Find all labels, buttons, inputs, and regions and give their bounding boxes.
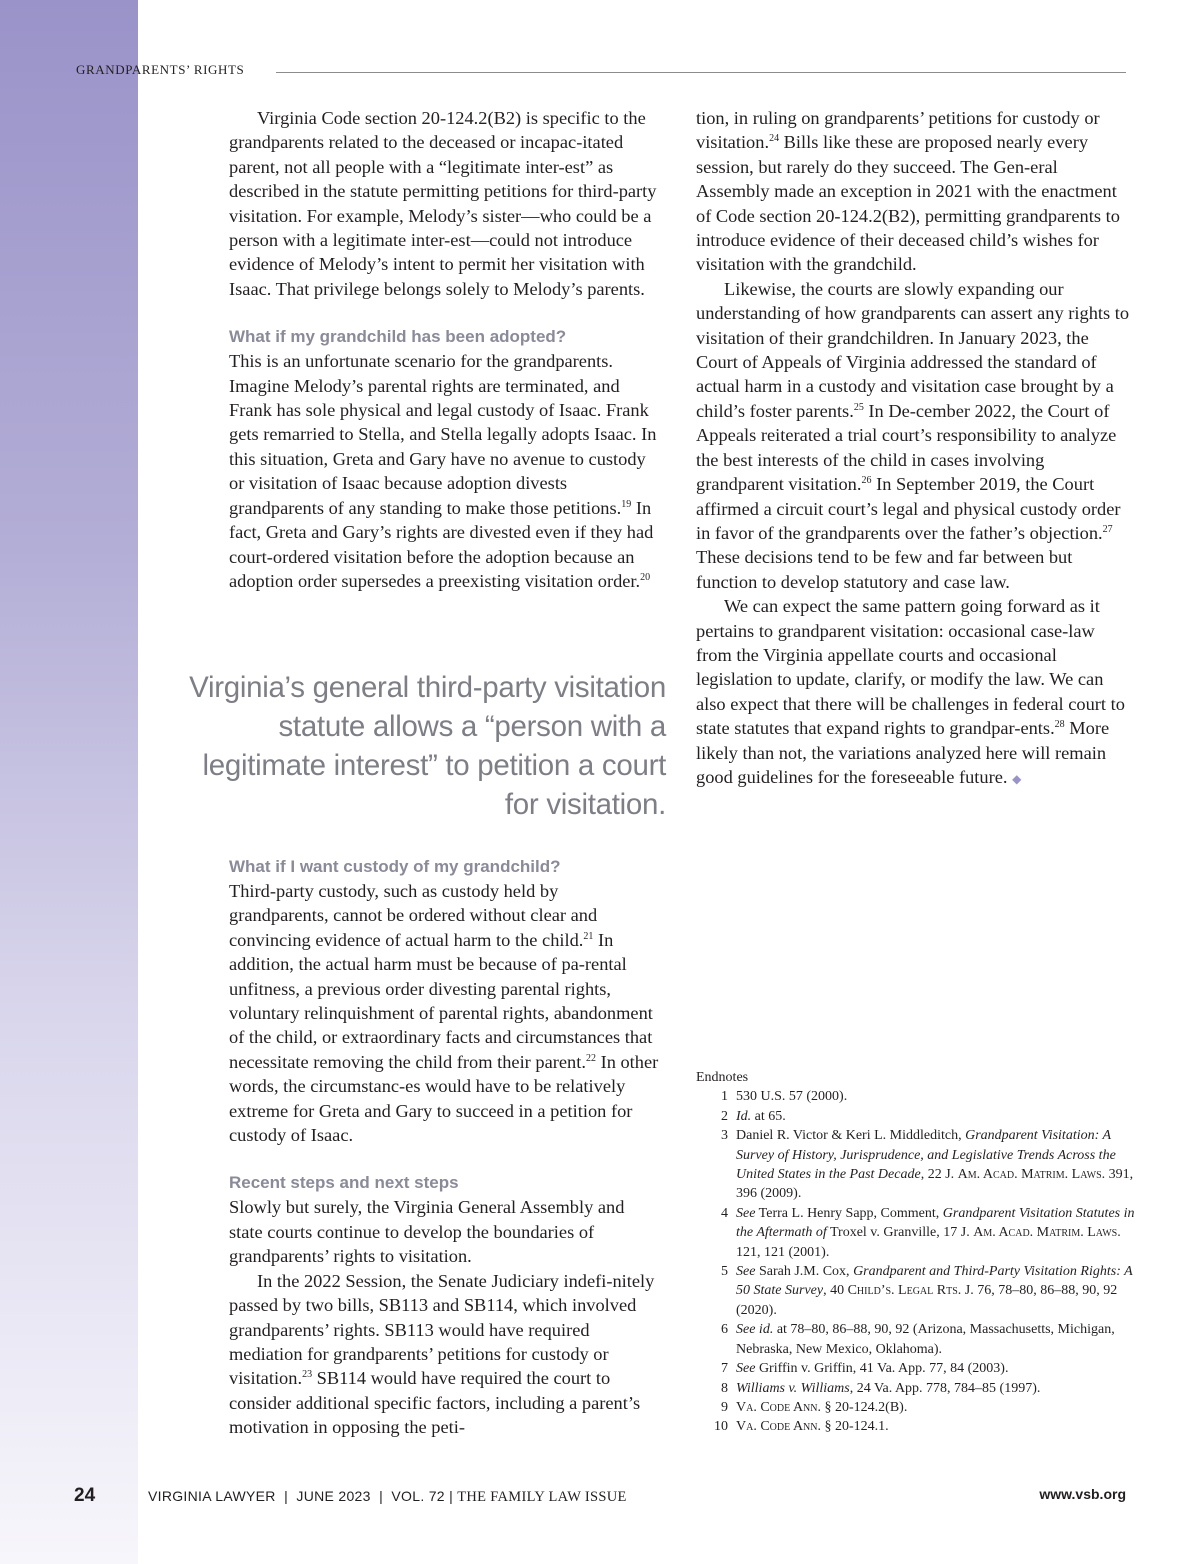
footnote-ref: 22 — [585, 1052, 596, 1064]
pull-quote: Virginia’s general third-party visitation statute allows a “person with a legitimate interest” to petition a court for visitation. — [189, 671, 666, 821]
footer-date: JUNE 2023 — [296, 1488, 371, 1504]
endnote-item: 4 See Terra L. Henry Sapp, Comment, Grandparent Visitation Statutes in the Aftermath of Troxel v. Granville, 17 J. Am. Acad. Matrim. Laws. 121, 121 (2001). — [721, 1205, 1135, 1260]
endnote-item: 10 Va. Code Ann. § 20-124.1. — [714, 1419, 889, 1435]
paragraph: Slowly but surely, the Virginia General Assembly and state courts continue to develop the boundaries of grandparents’ rights to visitation. — [229, 1197, 625, 1267]
paragraph: Virginia Code section 20-124.2(B2) is specific to the grandparents related to the deceased or incapac-itated parent, not all people with a “legitimate inter-est” as described in the statute permitting petitions for third-party visitation. For example, Melody’s sister—who could be a person with a legitimate inter-est—could not introduce evidence of Melody’s intent to permit her visitation with Isaac. That privilege belongs solely to Melody’s parents. — [229, 108, 657, 299]
endnote-item: 3 Daniel R. Victor & Keri L. Middleditch, Grandparent Visitation: A Survey of History, Jurisprudence, and Legislative Trends Across the United States in the Past Decade, 22 J. Am. Acad. Matrim. Laws. 391, 396 (2009). — [721, 1128, 1134, 1202]
endnotes — [696, 1068, 1136, 1437]
endnote-item: 9 Va. Code Ann. § 20-124.2(B). — [721, 1399, 908, 1415]
paragraph: Third-party custody, such as custody held by grandparents, cannot be ordered without clear and convincing evidence of actual harm to the child.$^{21}$ In addition, the actual harm must be because of pa-rental unfitness, a previous order divesting parental rights, voluntary relinquishment of parental rights, abandonment of the child, or extraordinary facts and circumstances that necessitate removing the child from their parent.$^{22}$ In other words, the circumstanc-es would have to be relatively extreme for Greta and Gary to succeed in a petition for custody of Isaac. — [229, 881, 659, 1146]
sidebar-gradient — [0, 0, 138, 1564]
footnote-ref: 21 — [583, 930, 594, 942]
footnote-ref: 19 — [621, 498, 632, 510]
footer-url: www.vsb.org — [1039, 1486, 1126, 1502]
footer-magazine: VIRGINIA LAWYER — [148, 1488, 276, 1504]
endnotes-title: Endnotes — [696, 1070, 749, 1085]
end-mark-icon: ◆ — [1012, 771, 1022, 786]
subheading-adopted: What if my grandchild has been adopted? — [229, 327, 567, 347]
page-number: 24 — [74, 1485, 96, 1506]
endnote-item: 7 See Griffin v. Griffin, 41 Va. App. 77, 84 (2003). — [721, 1361, 1009, 1377]
section-label: GRANDPARENTS’ RIGHTS — [76, 62, 245, 77]
left-column-top — [229, 106, 659, 593]
footnote-ref: 24 — [769, 133, 780, 145]
header-rule — [276, 72, 1126, 73]
subheading-recent-steps: Recent steps and next steps — [229, 1173, 459, 1193]
footnote-ref: 27 — [1102, 523, 1113, 535]
left-column-bottom — [229, 855, 659, 1440]
footer-volume: VOL. 72 — [391, 1488, 445, 1504]
paragraph: We can expect the same pattern going forward as it pertains to grandparent visitation: occasional case-law from the Virginia appellate courts and occasional legislation to update, clarify, or modify the law. We can also expect that there will be challenges in federal court to state statutes that expand rights to grandpar-ents.$^{28}$ More likely than not, the variations analyzed here will remain good guidelines for the foreseeable future. ◆ — [696, 596, 1125, 787]
paragraph: tion, in ruling on grandparents’ petitions for custody or visitation.$^{24}$ Bills like these are proposed nearly every session, but rarely do they succeed. The Gen-eral Assembly made an exception in 2021 with the enactment of Code section 20-124.2(B2), permitting grandparents to introduce evidence of their deceased child’s wishes for visitation with the grandchild. — [696, 108, 1120, 275]
paragraph: Likewise, the courts are slowly expanding our understanding of how grandparents can assert any rights to visitation of their grandchildren. In January 2023, the Court of Appeals of Virginia addressed the standard of actual harm in a custody and visitation case brought by a child’s foster parents.$^{25}$ In De-cember 2022, the Court of Appeals reiterated a trial court’s responsibility to analyze the best interests of the child in cases involving grandparent visitation.$^{26}$ In September 2019, the Court affirmed a circuit court’s legal and physical custody order in favor of the grandparents over the father’s objection.$^{27}$ These decisions tend to be few and far between but function to develop statutory and case law. — [696, 278, 1130, 592]
paragraph: In the 2022 Session, the Senate Judiciary indefi-nitely passed by two bills, SB113 and SB114, which involved grandparents’ rights. SB113 would have required mediation for grandparents’ petitions for custody or visitation.$^{23}$ SB114 would have required the court to consider additional specific factors, including a parent’s motivation in opposing the peti- — [229, 1270, 655, 1438]
footer-publication: VIRGINIA LAWYER | JUNE 2023 | VOL. 72 | THE FAMILY LAW ISSUE — [148, 1488, 627, 1505]
endnote-item: 6 See id. at 78–80, 86–88, 90, 92 (Arizona, Massachusetts, Michigan, Nebraska, New Mexico, Oklahoma). — [721, 1322, 1115, 1357]
footnote-ref: 20 — [640, 571, 651, 583]
footer-issue: THE FAMILY LAW ISSUE — [457, 1489, 627, 1505]
footnote-ref: 23 — [302, 1369, 313, 1381]
footnote-ref: 28 — [1054, 719, 1065, 731]
paragraph: This is an unfortunate scenario for the grandparents. Imagine Melody’s parental rights are terminated, and Frank has sole physical and legal custody of Isaac. Frank gets remarried to Stella, and Stella legally adopts Isaac. In this situation, Greta and Gary have no avenue to custody or visitation of Isaac because adoption divests grandparents of any standing to make those petitions.$^{19}$ In fact, Greta and Gary’s rights are divested even if they had court-ordered visitation before the adoption because an adoption order supersedes a preexisting visitation order.$^{20}$ — [229, 351, 657, 591]
right-column — [696, 106, 1132, 791]
footnote-ref: 25 — [853, 401, 864, 413]
subheading-custody: What if I want custody of my grandchild? — [229, 857, 561, 876]
endnote-item: 1 530 U.S. 57 (2000). — [721, 1089, 848, 1105]
endnotes-list — [696, 1087, 1136, 1436]
footnote-ref: 26 — [861, 474, 872, 486]
endnote-item: 5 See Sarah J.M. Cox, Grandparent and Third-Party Visitation Rights: A 50 State Survey, 40 Child’s. Legal Rts. J. 76, 78–80, 86–88, 90, 92 (2020). — [721, 1264, 1133, 1318]
endnote-item: 2 Id. at 65. — [721, 1108, 786, 1124]
endnote-item: 8 Williams v. Williams, 24 Va. App. 778, 784–85 (1997). — [721, 1380, 1041, 1396]
